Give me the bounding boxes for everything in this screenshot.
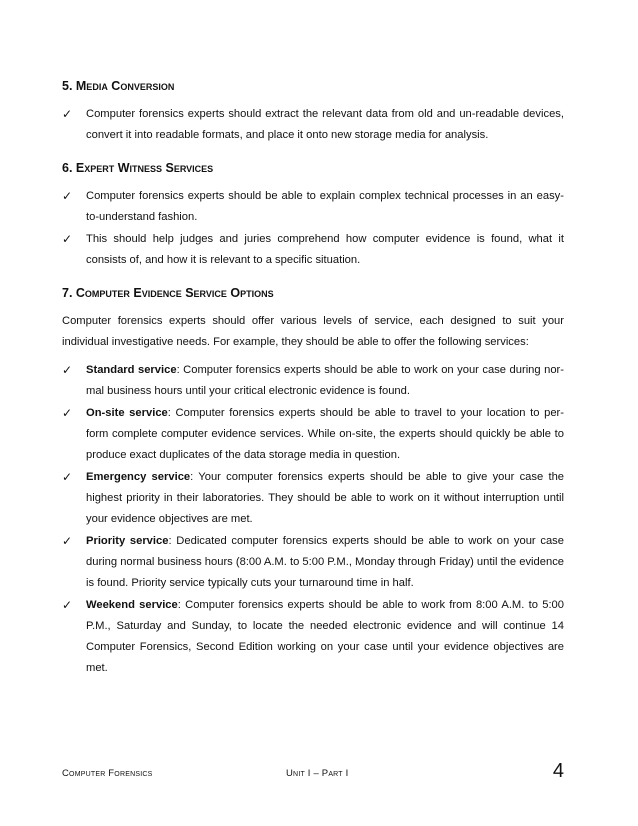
list-item: [62, 229, 564, 271]
check-icon: ✓: [62, 470, 73, 484]
item-text: This should help judges and juries comprehend how computer evidence is found, what it consists of, and how it is relevant to a specific situation.: [86, 233, 564, 266]
check-icon: ✓: [62, 232, 73, 246]
item-text: Your computer forensics experts should be able to give your case the highest priority in their laboratories. They should be able to work on it without interruption until your evidence objectives are met.: [86, 471, 565, 525]
item-text: Computer forensics experts should be able to travel to your location to per-form complete computer evidence services. While on-site, the experts should quickly be able to produce exact duplicates of the data storage media in question.: [86, 407, 564, 461]
section-intro: Computer forensics experts should offer various levels of service, each designed to suit your individual investigative needs. For example, they should be able to offer the following services:: [62, 315, 564, 348]
item-term: On-site service: [86, 407, 168, 419]
check-icon: ✓: [62, 406, 73, 420]
item-text: Computer forensics experts should be able to explain complex technical processes in an easy-to-understand fashion.: [86, 190, 564, 223]
footer-course-title: Computer Forensics: [62, 768, 153, 779]
check-icon: ✓: [62, 189, 73, 203]
check-icon: ✓: [62, 534, 73, 548]
bullet-list: [62, 360, 564, 679]
item-separator: :: [168, 535, 177, 547]
check-icon: ✓: [62, 598, 73, 612]
page-number: 4: [552, 760, 564, 782]
list-item: [62, 104, 564, 146]
list-item: [62, 403, 564, 466]
list-item: [62, 186, 564, 228]
bullet-list: [62, 186, 564, 271]
list-item: [62, 467, 564, 530]
bullet-list: [62, 104, 564, 146]
item-text: Dedicated computer forensics experts should be able to work on your case during normal business hours (8:00 A.M. to 5:00 P.M., Monday through Friday) until the evidence is found. Priority service typically cuts your turnaround time in half.: [86, 535, 565, 589]
item-term: Emergency service: [86, 471, 191, 483]
section-media-conversion: [62, 78, 564, 146]
item-term: Standard service: [86, 364, 177, 376]
section-heading: 7. Computer Evidence Service Options: [62, 286, 274, 300]
list-item: [62, 531, 564, 594]
item-separator: :: [167, 407, 176, 419]
item-term: Weekend service: [86, 599, 178, 611]
item-separator: :: [177, 599, 186, 611]
list-item: [62, 595, 564, 679]
section-expert-witness: [62, 160, 564, 271]
section-heading: 5. Media Conversion: [62, 79, 175, 93]
list-item: [62, 360, 564, 402]
footer-unit: Unit I – Part I: [286, 768, 349, 779]
item-text: Computer forensics experts should be able to work on your case during nor-mal business hours until your critical electronic evidence is found.: [86, 364, 565, 397]
page-footer: [62, 762, 564, 784]
item-term: Priority service: [86, 535, 169, 547]
item-text: Computer forensics experts should extract the relevant data from old and un-readable devices, convert it into readable formats, and place it onto new storage media for analysis.: [86, 108, 564, 141]
check-icon: ✓: [62, 363, 73, 377]
section-heading: 6. Expert Witness Services: [62, 161, 214, 175]
check-icon: ✓: [62, 107, 73, 121]
item-separator: :: [176, 364, 184, 376]
item-text: Computer forensics experts should be able to work from 8:00 A.M. to 5:00 P.M., Saturday and Sunday, to locate the needed electronic evidence and will continue 14 Computer Forensics, Second Edition working on your case until your evidence objectives are met.: [86, 599, 564, 674]
section-service-options: [62, 285, 564, 679]
item-separator: :: [190, 471, 199, 483]
page-content: [62, 78, 564, 693]
